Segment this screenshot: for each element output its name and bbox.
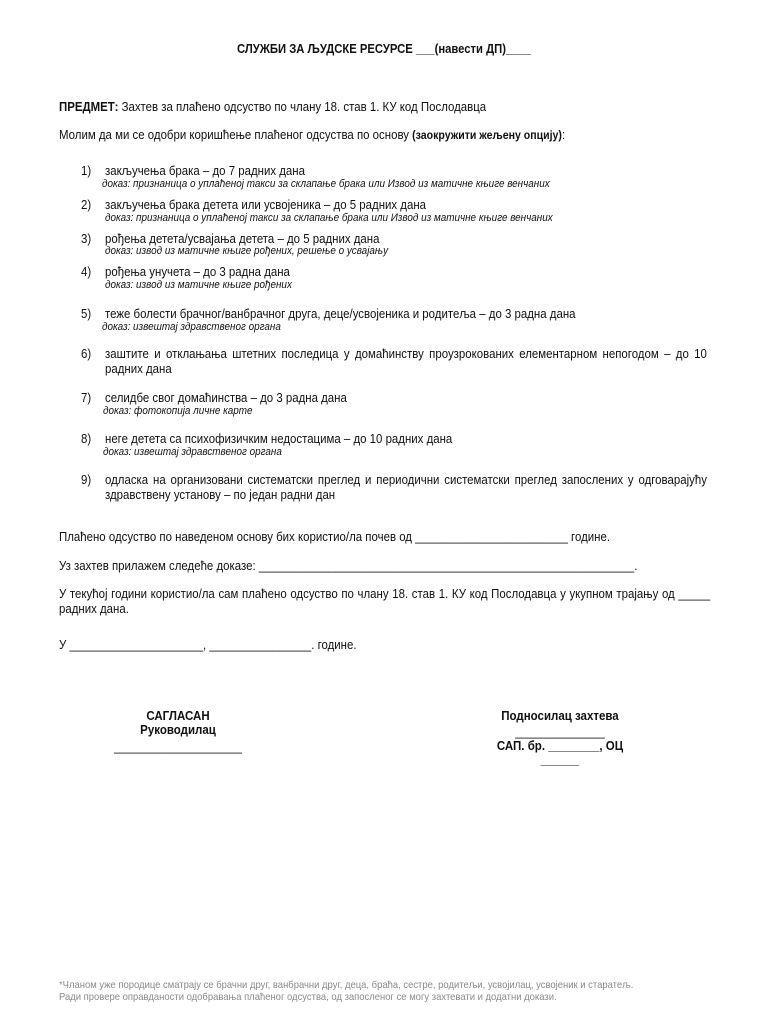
option-number: 9) [81,472,92,487]
option-proof: доказ: извештај здравственог органа [102,321,281,333]
approval-subtitle: Руководилац [140,723,216,737]
option-number: 1) [81,163,92,178]
option-proof: доказ: извештај здравственог органа [103,446,282,458]
approval-title: САГЛАСАН [146,709,210,723]
option-number: 8) [81,431,92,446]
request-text: Молим да ми се одобри коришћење плаћеног одсуства по основу [59,127,413,142]
applicant-title: Подносилац захтева [501,709,619,723]
option-text: теже болести брачног/ванбрачног друга, деце/усвојеника и родитеља – до 3 радна дана [105,306,576,321]
option-text: селидбе свог домаћинства – до 3 радна дана [105,390,347,405]
request-hint: (заокружити жељену опцију) [412,128,562,142]
option-text: заштите и отклањања штетних последица у домаћинству проузрокованих елементарном непогодом – до 10 радних дана [105,346,707,376]
option-number: 7) [81,390,92,405]
subject-text: Захтев за плаћено одсуство по члану 18. став 1. КУ код Послодавца [118,99,487,114]
option-proof: доказ: признаница о уплаћеној такси за склапање брака или Извод из матичне књиге венчаних [102,178,550,190]
option-text: закључења брака детета или усвојеника – до 5 радних дана [105,197,427,212]
footer-note-1: *Чланом уже породице сматрају се брачни друг, ванбрачни друг, деца, браћа, сестре, родитељи, усвојилац, усвојеник и старатељ. [59,979,634,991]
option-text: неге детета са психофизичким недостацима – до 10 радних дана [105,431,453,446]
option-number: 5) [81,306,92,321]
option-number: 6) [81,346,92,361]
request-end: : [561,127,566,142]
subject-label: ПРЕДМЕТ: [59,99,119,114]
attachments-field[interactable]: Уз захтев прилажем следеће доказе: ___________________________________________________________. [59,558,638,573]
option-number: 3) [81,231,92,246]
option-proof: доказ: признаница о уплаћеној такси за склапање брака или Извод из матичне књиге венчаних [105,212,553,224]
applicant-block [477,709,643,767]
approval-signature-line[interactable]: ____________________ [114,740,242,754]
approval-block [104,709,251,754]
footer-note-2: Ради провере оправданости одобравања плаћеног одсуства, од запосленог се могу захтевати и додатни докази. [59,991,557,1003]
applicant-signature-line[interactable]: ______________ [515,725,605,739]
subject-line [59,99,486,114]
option-text: рођења детета/усвајања детета – до 5 радних дана [105,231,380,246]
usage-days-field[interactable]: У текућој години користио/ла сам плаћено одсуство по члану 18. став 1. КУ код Послодавца у укупном трајању од _____ радних дана. [59,586,711,616]
option-proof: доказ: фотокопија личне карте [103,405,253,417]
start-date-field[interactable]: Плаћено одсуство по наведеном основу бих користио/ла почев од ________________________ године. [59,529,611,544]
option-number: 4) [81,264,92,279]
page-title: СЛУЖБИ ЗА ЉУДСКЕ РЕСУРСЕ ___(навести ДП)____ [237,42,531,56]
option-proof: доказ: извод из матичне књиге рођених, решење о усвајању [105,245,389,257]
request-line [59,127,565,142]
option-proof: доказ: извод из матичне књиге рођених [105,279,292,291]
option-number: 2) [81,197,92,212]
option-text: рођења унучета – до 3 радна дана [105,264,290,279]
option-text: закључења брака – до 7 радних дана [105,163,305,178]
option-text: одласка на организовани систематски преглед и периодични систематски преглед запослених у одговарајућу здравствену установу – по један радни дан [105,472,707,502]
place-date-field[interactable]: У _____________________, ________________. године. [59,637,357,652]
applicant-ids[interactable]: САП. бр. ________, ОЦ ______ [496,739,624,767]
